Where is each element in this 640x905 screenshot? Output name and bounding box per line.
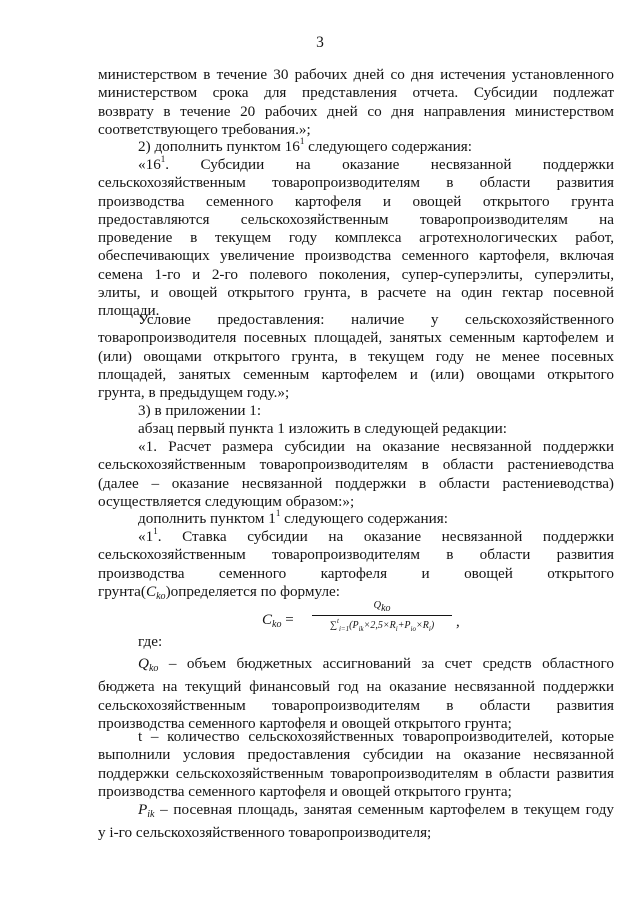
text-line: абзац первый пункта 1 изложить в следующей редакции: — [138, 420, 508, 438]
text-line: грунта, в предыдущем году.»; — [98, 384, 290, 402]
item-2 — [98, 138, 614, 156]
text-line: производства семенного картофеля и овощей открытого грунта; — [98, 714, 512, 732]
text-line: семена 1-го и 2-го полевого поколения, супер-суперэлиты, суперэлиты, — [98, 265, 614, 283]
dop-line — [98, 510, 614, 528]
text-line: министерством срока для представления отчета. Субсидии подлежат — [98, 84, 614, 102]
formula-comma: , — [456, 614, 460, 630]
text-line: сельскохозяйственным товаропроизводителям в области развития — [98, 174, 614, 192]
dop-text-post: следующего содержания: — [280, 510, 448, 527]
var-c: C — [145, 582, 157, 600]
var-p-sub: ik — [147, 809, 155, 820]
formula-fraction — [312, 600, 452, 633]
var-c-sub: ko — [156, 590, 166, 602]
text-line: (или) овощами открытого грунта, в текущем году не менее посевных — [98, 347, 614, 365]
gde — [98, 633, 614, 651]
item-2-text-post: следующего содержания: — [304, 138, 473, 155]
text-line: t – количество сельскохозяйственных товаропроизводителей, которые — [138, 728, 614, 745]
text-line: обеспечивающих увеличение производства семенного картофеля, включая — [98, 247, 614, 265]
text-line: соответствующего требования.»; — [98, 120, 311, 138]
text-line: предоставляются сельскохозяйственным товаропроизводителям на — [98, 210, 614, 228]
text-line: осуществляется следующим образом:»; — [98, 492, 355, 510]
text-line: сельскохозяйственным товаропроизводителям в области развития — [98, 696, 614, 714]
pik-first: – посевная площадь, занятая семенным картофелем в текущем году — [154, 801, 614, 818]
qko-definition — [98, 655, 614, 733]
paragraph-1-1 — [98, 528, 614, 606]
text-line: площади. — [98, 302, 160, 320]
var-p: P — [138, 801, 148, 818]
dop-text: дополнить пунктом 1 — [138, 510, 276, 527]
text-line: производства семенного картофеля и овощей открытого — [98, 564, 614, 582]
superscript: 1 — [275, 508, 281, 518]
item-2-text: 2) дополнить пунктом 16 — [138, 138, 300, 155]
p16-lead: «16 — [138, 156, 161, 173]
superscript: 1 — [299, 136, 305, 146]
var-q-sub: ko — [148, 663, 159, 674]
text-line: Условие предоставления: наличие у сельскохозяйственного — [138, 311, 614, 328]
qko-first: – объем бюджетных ассигнований за счет средств областного — [158, 655, 614, 672]
text-line: бюджета на текущий финансовый год на оказание несвязанной поддержки — [98, 678, 614, 696]
text-line: поддержки сельскохозяйственным товаропроизводителям в области развития — [98, 764, 614, 782]
condition-paragraph — [98, 311, 614, 402]
text-line: у i-го сельскохозяйственного товаропроизводителя; — [98, 824, 432, 842]
paragraph-continuation — [98, 66, 614, 139]
text-line: 3) в приложении 1: — [138, 402, 262, 419]
text-line: возврату в течение 20 рабочих дней со дня направления министерством — [98, 102, 614, 120]
superscript: 1 — [160, 154, 166, 164]
text-line: площадей, занятых семенным картофелем и (или) овощами открытого — [98, 365, 614, 383]
p11-last-pre: грунта( — [98, 582, 146, 600]
superscript: 1 — [153, 526, 158, 536]
paragraph-1 — [98, 438, 614, 511]
text-line: «1. Расчет размера субсидии на оказание несвязанной поддержки — [138, 438, 614, 455]
item-3 — [98, 402, 614, 439]
text-line: сельскохозяйственным товаропроизводителям в области растениеводства — [98, 456, 614, 474]
formula-denominator: $\sum^t_{i=1}(P_{ik}\times 2,5\times R_i+P_{io}\times R_i)$ — [329, 617, 435, 633]
formula-lhs: $C_{ko}$ = — [262, 612, 294, 630]
text-line: проведение в текущем году комплекса агротехнологических работ, — [98, 229, 614, 247]
var-q: Q — [138, 655, 149, 672]
pik-definition — [98, 801, 614, 843]
text-line: выполнили условия предоставления субсидии на оказание несвязанной — [98, 746, 614, 764]
p16-lead-text: . Субсидии на оказание несвязанной поддержки — [165, 156, 614, 173]
page-number: 3 — [316, 34, 324, 51]
text-line: (далее – оказание несвязанной поддержки в области растениеводства) — [98, 474, 614, 492]
text-line: производства семенного картофеля и овощей открытого грунта; — [98, 782, 512, 800]
text-line: сельскохозяйственным товаропроизводителям в области развития — [98, 546, 614, 564]
t-definition — [98, 728, 614, 801]
p11-lead-text: . Ставка субсидии на оказание несвязанной поддержки — [157, 528, 614, 545]
text-line: министерством в течение 30 рабочих дней со дня истечения установленного — [98, 66, 614, 83]
text-line: где: — [138, 633, 163, 650]
text-line: товаропроизводителя посевных площадей, занятых семенным картофелем и — [98, 329, 614, 347]
p11-last-post: )определяется по формуле: — [165, 582, 340, 600]
text-line: элиты, и овощей открытого грунта, в расчете на один гектар посевной — [98, 284, 614, 302]
formula-numerator: Qko — [312, 600, 452, 616]
paragraph-16-1 — [98, 156, 614, 321]
text-line: производства семенного картофеля и овощей открытого грунта — [98, 192, 614, 210]
p11-lead: «1 — [138, 528, 154, 545]
